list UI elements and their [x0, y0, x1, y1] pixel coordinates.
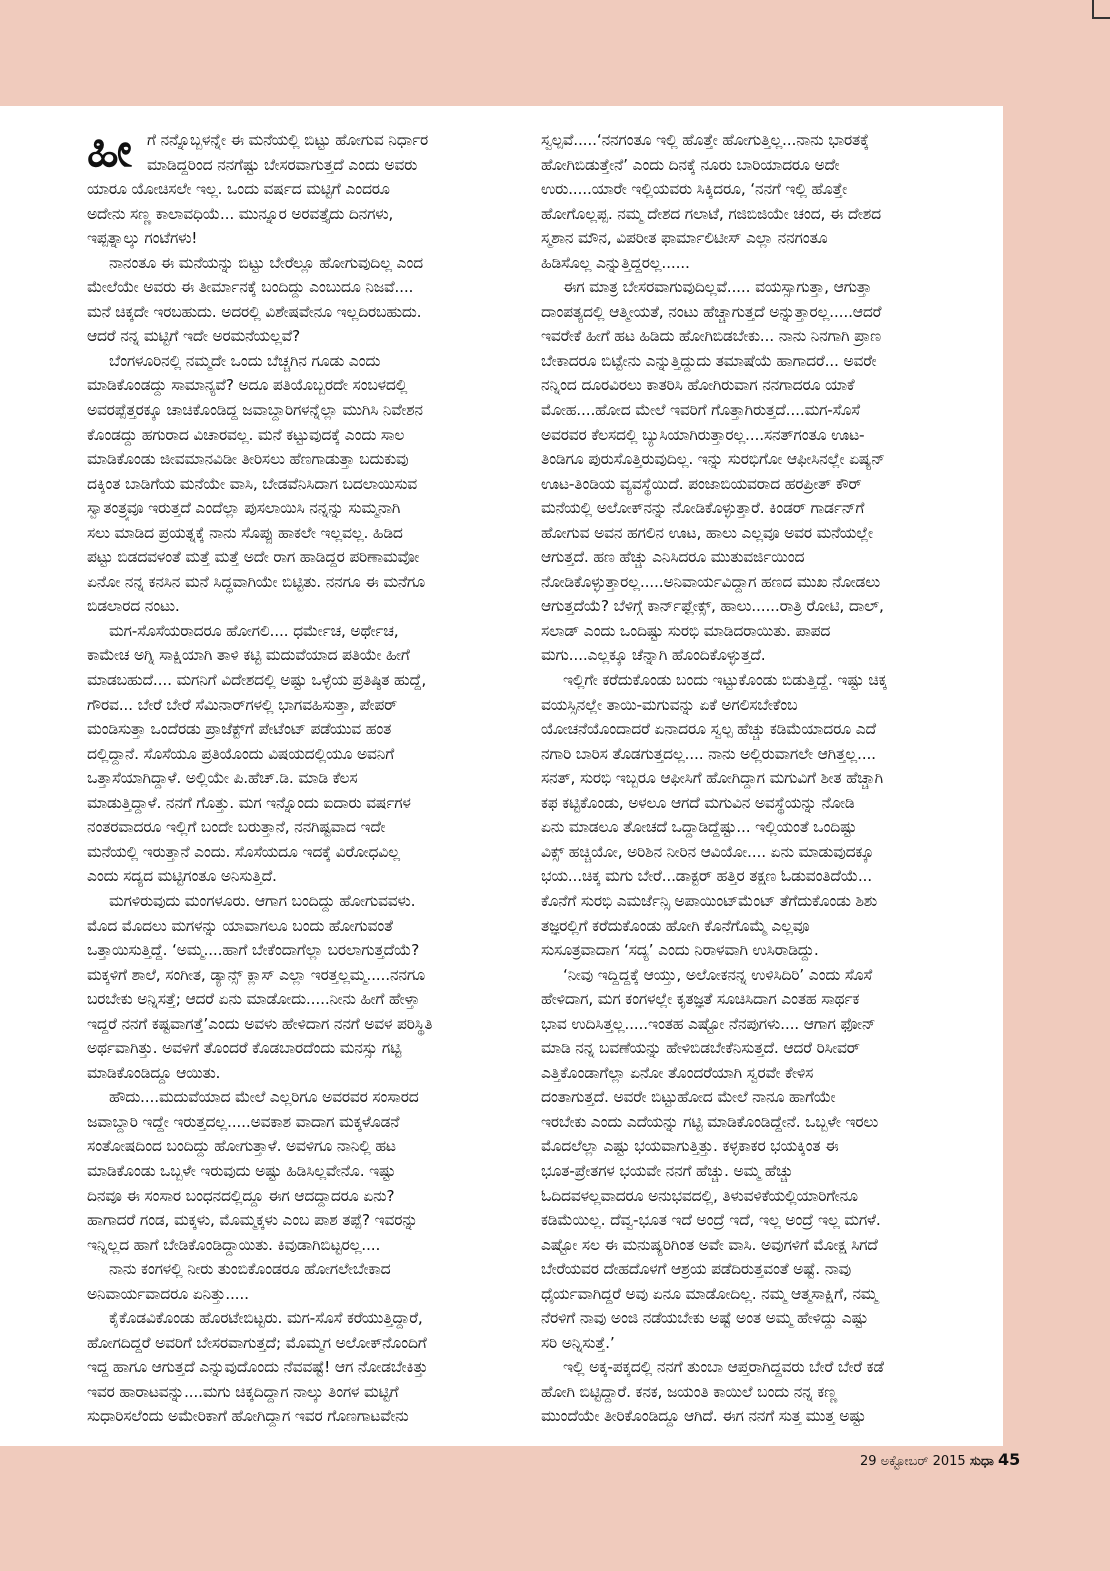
text-line: ತಿಂಡಿಗೂ ಪುರುಸೊತ್ತಿರುವುದಿಲ್ಲ. ಇನ್ನು ಸುರಭಿಗೋ ಆಫೀಸಿನಲ್ಲೇ ಏಷ್ಯನ್ — [541, 450, 885, 469]
text-line: ಇವರ ಹಾರಾಟವನ್ನು....ಮಗು ಚಿಕ್ಕದಿದ್ದಾಗ ನಾಲ್ಕು ತಿಂಗಳ ಮಟ್ಟಿಗೆ — [87, 1382, 399, 1401]
text-line: ಸನತ್, ಸುರಭಿ ಇಬ್ಬರೂ ಆಫೀಸಿಗೆ ಹೋಗಿದ್ದಾಗ ಮಗುವಿಗೆ ಶೀತ ಹೆಚ್ಚಾಗಿ — [541, 769, 883, 788]
text-line: ತಜ್ಞರಲ್ಲಿಗೆ ಕರೆದುಕೊಂಡು ಹೋಗಿ ಕೊನೆಗೊಮ್ಮೆ ಎಲ್ಲವೂ — [541, 916, 810, 935]
text-line: ಮಾಡುತ್ತಿದ್ದಾಳೆ. ನನಗೆ ಗೊತ್ತು. ಮಗ ಇನ್ನೊಂದು ಐದಾರು ವರ್ಷಗಳ — [87, 793, 411, 812]
text-line: ಹೇಳಿದಾಗ, ಮಗ ಕಂಗಳಲ್ಲೇ ಕೃತಜ್ಞತೆ ಸೂಚಿಸಿದಾಗ ಎಂತಹ ಸಾರ್ಥಕ — [541, 990, 860, 1009]
text-line: ಹಿಡಿಸೊಲ್ಲ ಎನ್ನುತ್ತಿದ್ದರಲ್ಲ...... — [541, 253, 690, 272]
crop-mark-horizontal — [1092, 17, 1110, 19]
text-line: ಏನು ಮಾಡಲೂ ತೋಚದೆ ಒದ್ದಾಡಿದ್ದೆಷ್ಟು... ಇಲ್ಲಿಯಂತೆ ಒಂದಿಷ್ಟು — [541, 818, 857, 837]
text-line: ಹೋಗಿ ಬಿಟ್ಟಿದ್ದಾರೆ. ಕನಕ, ಜಯಂತಿ ಕಾಯಿಲೆ ಬಂದು ನನ್ನ ಕಣ್ಣ — [541, 1382, 838, 1401]
text-line: ಅರ್ಥವಾಗಿತ್ತು. ಅವಳಿಗೆ ತೊಂದರೆ ಕೊಡಬಾರದೆಂದು ಮನಸ್ಸು ಗಟ್ಟಿ — [87, 1039, 402, 1058]
text-line: ಮಗ-ಸೊಸೆಯರಾದರೂ ಹೋಗಲಿ.... ಧರ್ಮೇಚ, ಅರ್ಥೇಚ, — [109, 621, 399, 640]
text-line: ಇಪ್ಪತ್ನಾಲ್ಕು ಗಂಟೆಗಳು! — [87, 229, 198, 248]
text-line: ಸ್ವಾತಂತ್ರ್ಯವೂ ಇರುತ್ತದೆ ಎಂದೆಲ್ಲಾ ಪುಸಲಾಯಿಸಿ ನನ್ನನ್ನು ಸುಮ್ಮನಾಗಿ — [87, 499, 401, 518]
text-line: ಇನ್ನಿಲ್ಲದ ಹಾಗೆ ಬೇಡಿಕೊಂಡಿದ್ದಾಯಿತು. ಕಿವುಡಾಗಿಬಿಟ್ಟರಲ್ಲ.... — [87, 1235, 381, 1254]
text-line: ದಕ್ಕಿಂತ ಬಾಡಿಗೆಯ ಮನೆಯೇ ವಾಸಿ, ಬೇಡವೆನಿಸಿದಾಗ ಬದಲಾಯಿಸುವ — [87, 474, 418, 493]
text-line: ಸುಧಾರಿಸಲೆಂದು ಅಮೇರಿಕಾಗೆ ಹೋಗಿದ್ದಾಗ ಇವರ ಗೊಣಗಾಟವೇನು — [87, 1407, 409, 1426]
text-line: ಭಾವ ಉದಿಸಿತ್ತಲ್ಲ.....ಇಂತಹ ಎಷ್ಟೋ ನೆನಪುಗಳು.... ಆಗಾಗ ಫೋನ್ — [541, 1014, 876, 1033]
left-column — [87, 123, 531, 1429]
text-line: ಕಾಮೇಚ ಅಗ್ನಿ ಸಾಕ್ಷಿಯಾಗಿ ತಾಳಿ ಕಟ್ಟಿ ಮದುವೆಯಾದ ಪತಿಯೇ ಹೀಗೆ — [87, 646, 410, 665]
text-line: ಮನೆಯಲ್ಲಿ ಇರುತ್ತಾನೆ ಎಂದು. ಸೊಸೆಯದೂ ಇದಕ್ಕೆ ವಿರೋಧವಿಲ್ಲ — [87, 842, 400, 861]
text-line: ಅವರವರ ಕೆಲಸದಲ್ಲಿ ಬ್ಯುಸಿಯಾಗಿರುತ್ತಾರಲ್ಲ....ಸನತ್‌ಗಂತೂ ಊಟ- — [541, 425, 865, 444]
text-line: ಸ್ಮಶಾನ ಮೌನ, ವಿಪರೀತ ಫಾರ್ಮಾಲಿಟೀಸ್ ಎಲ್ಲಾ ನನಗಂತೂ — [541, 229, 828, 248]
text-line: ಆಗುತ್ತದೆಯೆ? ಬೆಳಿಗ್ಗೆ ಕಾರ್ನ್‌ಫ್ಲೇಕ್ಸ್, ಹಾಲು......ರಾತ್ರಿ ರೋಟಿ, ದಾಲ್, — [541, 597, 884, 616]
text-line: ಬಿಡಲಾರದ ನಂಟು. — [87, 597, 180, 616]
text-line: ಮಾಡಿಕೊಂಡದ್ದು ಸಾಮಾನ್ಯವೆ? ಅದೂ ಪತಿಯೊಬ್ಬರದೇ ಸಂಬಳದಲ್ಲಿ — [87, 376, 408, 395]
text-line: ಮಾಡಿದ್ದರಿಂದ ನನಗೆಷ್ಟು ಬೇಸರವಾಗುತ್ತದೆ ಎಂದು ಅವರು — [147, 155, 418, 174]
footer-page-number: 45 — [998, 1450, 1021, 1469]
text-line: ಹಾಗಾದರೆ ಗಂಡ, ಮಕ್ಕಳು, ಮೊಮ್ಮಕ್ಕಳು ಎಂಬ ಪಾಶ ತಪ್ಪೆ? ಇವರನ್ನು — [87, 1211, 418, 1230]
text-line: ನಗಾರಿ ಬಾರಿಸ ತೊಡಗುತ್ತದಲ್ಲ.... ನಾನು ಅಲ್ಲಿರುವಾಗಲೇ ಆಗಿತ್ತಲ್ಲ.... — [541, 744, 876, 763]
text-line: ಮಂಡಿಸುತ್ತಾ ಒಂದೆರಡು ಪ್ರಾಜೆಕ್ಟ್‌ಗೆ ಪೇಟೆಂಟ್ ಪಡೆಯುವ ಹಂತ — [87, 720, 392, 739]
text-line: ಸಲು ಮಾಡಿದ ಪ್ರಯತ್ನಕ್ಕೆ ನಾನು ಸೊಪ್ಪು ಹಾಕಲೇ ಇಲ್ಲವಲ್ಲ. ಹಿಡಿದ — [87, 523, 403, 542]
text-line: ಓದಿದವಳಲ್ಲವಾದರೂ ಅನುಭವದಲ್ಲಿ, ತಿಳುವಳಿಕೆಯಲ್ಲಿಯಾರಿಗೇನೂ — [541, 1186, 858, 1205]
text-line: ಸಂತೋಷದಿಂದ ಬಂದಿದ್ದು ಹೋಗುತ್ತಾಳೆ. ಅವಳಿಗೂ ನಾನಿಲ್ಲಿ ಹಟ — [87, 1137, 396, 1156]
text-line: ಒತ್ತಾಸೆಯಾಗಿದ್ದಾಳೆ. ಅಲ್ಲಿಯೇ ಪಿ.ಹೆಚ್.ಡಿ. ಮಾಡಿ ಕೆಲಸ — [87, 769, 358, 788]
text-line: ಮಾಡಿಕೊಂಡಿದ್ದೂ ಆಯಿತು. — [87, 1063, 221, 1082]
text-line: ಸರಿ ಅನ್ನಿಸುತ್ತೆ.’ — [541, 1333, 615, 1352]
text-line: ಇದ್ದ ಹಾಗೂ ಆಗುತ್ತದೆ ಎನ್ನುವುದೊಂದು ನೆವವಷ್ಟೆ! ಆಗ ನೋಡಬೇಕಿತ್ತು — [87, 1358, 428, 1377]
text-line: ಉರು.....ಯಾರೇ ಇಲ್ಲಿಯವರು ಸಿಕ್ಕಿದರೂ, ‘ನನಗೆ ಇಲ್ಲಿ ಹೊತ್ತೇ — [541, 180, 847, 199]
text-line: ನಾನಂತೂ ಈ ಮನೆಯನ್ನು ಬಿಟ್ಟು ಬೇರೆಲ್ಲೂ ಹೋಗುವುದಿಲ್ಲ ಎಂದ — [109, 253, 423, 272]
text-line: ಎತ್ತಿಕೊಂಡಾಗೆಲ್ಲಾ ಏನೋ ತೊಂದರೆಯಾಗಿ ಸ್ವರವೇ ಕೇಳಿಸ — [541, 1063, 814, 1082]
text-line: ಗೌರವ... ಬೇರೆ ಬೇರೆ ಸೆಮಿನಾರ್‌ಗಳಲ್ಲಿ ಭಾಗವಹಿಸುತ್ತಾ, ಪೇಪರ್ — [87, 695, 398, 714]
text-line: ಮಾಡಿಕೊಂಡು ಒಬ್ಬಳೇ ಇರುವುದು ಅಷ್ಟು ಹಿಡಿಸಿಲ್ಲವೇನೊ. ಇಷ್ಟು — [87, 1161, 396, 1180]
footer-magazine-name: ಸುಧಾ — [969, 1454, 994, 1469]
text-line: ಆಗುತ್ತದೆ. ಹಣ ಹೆಚ್ಚು ಎನಿಸಿದರೂ ಮುತುವರ್ಜಿಯಿಂದ — [541, 548, 805, 567]
text-line: ಇಲ್ಲಿಗೇ ಕರೆದುಕೊಂಡು ಬಂದು ಇಟ್ಟುಕೊಂಡು ಬಿಡುತ್ತಿದ್ದೆ. ಇಷ್ಟು ಚಿಕ್ಕ — [563, 671, 887, 690]
text-line: ಕಫ ಕಟ್ಟಿಕೊಂಡು, ಅಳಲೂ ಆಗದೆ ಮಗುವಿನ ಅವಸ್ಥೆಯನ್ನು ನೋಡಿ — [541, 793, 855, 812]
text-line: ಈಗ ಮಾತ್ರ ಬೇಸರವಾಗುವುದಿಲ್ಲವೆ..... ವಯಸ್ಸಾಗುತ್ತಾ, ಆಗುತ್ತಾ — [563, 278, 872, 297]
text-line: ‘ನೀವು ಇದ್ದಿದ್ದಕ್ಕೆ ಆಯ್ತು, ಅಲೋಕನನ್ನ ಉಳಿಸಿದಿರಿ’ ಎಂದು ಸೊಸೆ — [563, 965, 873, 984]
text-line: ಮೋಹ....ಹೋದ ಮೇಲೆ ಇವರಿಗೆ ಗೊತ್ತಾಗಿರುತ್ತದೆ....ಮಗ-ಸೊಸೆ — [541, 401, 860, 420]
text-line: ಊಟ-ತಿಂಡಿಯ ವ್ಯವಸ್ಥೆಯಿದೆ. ಪಂಜಾಬಿಯವರಾದ ಹರಪ್ರೀತ್ ಕೌರ್ — [541, 474, 862, 493]
text-line: ಅವರಪ್ಪೆತ್ತರಕ್ಕೂ ಚಾಚಿಕೊಂಡಿದ್ದ ಜವಾಬ್ದಾರಿಗಳನ್ನೆಲ್ಲಾ ಮುಗಿಸಿ ನಿವೇಶನ — [87, 401, 423, 420]
text-line: ಇರಬೇಕು ಎಂದು ಎದೆಯನ್ನು ಗಟ್ಟಿ ಮಾಡಿಕೊಂಡಿದ್ದೇನೆ. ಒಬ್ಬಳೇ ಇರಲು — [541, 1112, 879, 1131]
text-line: ದಾಂಪತ್ಯದಲ್ಲಿ ಆತ್ಮೀಯತೆ, ನಂಟು ಹೆಚ್ಚಾಗುತ್ತದೆ ಅನ್ನುತ್ತಾರಲ್ಲ.....ಆದರೆ — [541, 302, 882, 321]
text-line: ಕೊನೆಗೆ ಸುರಭಿ ಎಮರ್ಜೆನ್ಸಿ ಅಪಾಯಿಂಟ್‌ಮೆಂಟ್ ತೆಗೆದುಕೊಂಡು ಶಿಶು — [541, 891, 877, 910]
text-line: ಇಲ್ಲಿ ಅಕ್ಕ-ಪಕ್ಕದಲ್ಲಿ ನನಗೆ ತುಂಬಾ ಆಪ್ತರಾಗಿದ್ದವರು ಬೇರೆ ಬೇರೆ ಕಡೆ — [563, 1358, 884, 1377]
text-line: ಕೈಕೊಡವಿಕೊಂಡು ಹೊರಟೇಬಿಟ್ಟರು. ಮಗ-ಸೊಸೆ ಕರೆಯುತ್ತಿದ್ದಾರೆ, — [109, 1309, 423, 1328]
drop-cap: ಹೀ — [87, 123, 132, 177]
footer-date: 29 ಅಕ್ಟೋಬರ್ 2015 — [860, 1454, 966, 1469]
text-line: ಮಕ್ಕಳಿಗೆ ಶಾಲೆ, ಸಂಗೀತ, ಡ್ಯಾನ್ಸ್ ಕ್ಲಾಸ್ ಎಲ್ಲಾ ಇರತ್ತಲ್ಲಮ್ಮ.....ನನಗೂ — [87, 965, 425, 984]
text-line: ಒತ್ತಾಯಿಸುತ್ತಿದ್ದೆ. ‘ಅಮ್ಮ....ಹಾಗೆ ಬೇಕೆಂದಾಗೆಲ್ಲಾ ಬರಲಾಗುತ್ತದೆಯೆ? — [87, 941, 420, 960]
text-line: ಮನೆ ಚಿಕ್ಕದೇ ಇರಬಹುದು. ಅದರಲ್ಲಿ ವಿಶೇಷವೇನೂ ಇಲ್ಲದಿರಬಹುದು. — [87, 302, 422, 321]
text-line: ಮೊದಲೆಲ್ಲಾ ಎಷ್ಟು ಭಯವಾಗುತ್ತಿತ್ತು. ಕಳ್ಳಕಾಕರ ಭಯಕ್ಕಿಂತ ಈ — [541, 1137, 839, 1156]
text-line: ಎಷ್ಟೋ ಸಲ ಈ ಮನುಷ್ಯರಿಗಿಂತ ಅವೇ ವಾಸಿ. ಅವುಗಳಿಗೆ ಮೋಕ್ಷ ಸಿಗದೆ — [541, 1235, 878, 1254]
page-footer — [860, 1450, 1040, 1472]
text-line: ಭಯ...ಚಿಕ್ಕ ಮಗು ಬೇರೆ...ಡಾಕ್ಟರ್ ಹತ್ತಿರ ತಕ್ಷಣ ಓಡುವಂತಿದೆಯೆ... — [541, 867, 873, 886]
text-line: ಕಡಿಮೆಯಿಲ್ಲ. ದೆವ್ವ-ಭೂತ ಇದೆ ಅಂದ್ರೆ ಇದೆ, ಇಲ್ಲ ಅಂದ್ರೆ ಇಲ್ಲ ಮಗಳೆ. — [541, 1211, 881, 1230]
text-line: ಅನಿವಾರ್ಯವಾದರೂ ಏನಿತ್ತು..... — [87, 1284, 249, 1303]
text-line: ಮಗು....ಎಲ್ಲಕ್ಕೂ ಚೆನ್ನಾಗಿ ಹೊಂದಿಕೊಳ್ಳುತ್ತದೆ. — [541, 646, 766, 665]
text-line: ನನ್ನಿಂದ ದೂರವಿರಲು ಕಾತರಿಸಿ ಹೋಗಿರುವಾಗ ನನಗಾದರೂ ಯಾಕೆ — [541, 376, 855, 395]
text-line: ಕೊಂಡದ್ದು ಹಗುರಾದ ವಿಚಾರವಲ್ಲ. ಮನೆ ಕಟ್ಟುವುದಕ್ಕೆ ಎಂದು ಸಾಲ — [87, 425, 405, 444]
text-line: ಸಲಾಡ್ ಎಂದು ಒಂದಿಷ್ಟು ಸುರಭಿ ಮಾಡಿದರಾಯಿತು. ಪಾಪದ — [541, 621, 831, 640]
crop-mark-vertical — [1092, 0, 1094, 18]
text-line: ಬರಬೇಕು ಅನ್ನಿಸತ್ತೆ; ಆದರೆ ಏನು ಮಾಡೋದು.....ನೀನು ಹೀಗೆ ಹೇಳ್ತಾ — [87, 990, 420, 1009]
text-line: ಬೇಕಾದರೂ ಬಿಟ್ಟೇನು ಎನ್ನುತ್ತಿದ್ದುದು ತಮಾಷೆಯೆ ಹಾಗಾದರೆ... ಅವರೇ — [541, 351, 877, 370]
text-line: ಇವರೇಕೆ ಹೀಗೆ ಹಟ ಹಿಡಿದು ಹೋಗಿಬಿಡಬೇಕು... ನಾನು ನಿನಗಾಗಿ ಪ್ರಾಣ — [541, 327, 881, 346]
text-line: ಮಾಡಿಕೊಂಡು ಜೀವಮಾನವಿಡೀ ತೀರಿಸಲು ಹೆಣಗಾಡುತ್ತಾ ಬದುಕುವು — [87, 450, 409, 469]
text-line: ಹೋಗುವ ಅವನ ಹಗಲಿನ ಊಟ, ಹಾಲು ಎಲ್ಲವೂ ಅವರ ಮನೆಯಲ್ಲೇ — [541, 523, 873, 542]
text-line: ನೋಡಿಕೊಳ್ಳುತ್ತಾರಲ್ಲ.....ಅನಿವಾರ್ಯವಿದ್ದಾಗ ಹಣದ ಮುಖ ನೋಡಲು — [541, 572, 880, 591]
text-line: ಅದೇನು ಸಣ್ಣ ಕಾಲಾವಧಿಯೆ... ಮುನ್ನೂರ ಅರವತ್ತೈದು ದಿನಗಳು, — [87, 204, 394, 223]
text-line: ಮನೆಯಲ್ಲಿ ಅಲೋಕ್‌ನನ್ನು ನೋಡಿಕೊಳ್ಳುತ್ತಾರೆ. ಕಿಂಡರ್ ಗಾರ್ಡನ್‌ಗೆ — [541, 499, 865, 518]
text-line: ಎಂದು ಸದ್ಯದ ಮಟ್ಟಿಗಂತೂ ಅನಿಸುತ್ತಿದೆ. — [87, 867, 277, 886]
text-line: ಮಾಡಿ ನನ್ನ ಬವಣೆಯನ್ನು ಹೇಳಿಬಿಡಬೇಕೆನಿಸುತ್ತದೆ. ಆದರೆ ರಿಸೀವರ್ — [541, 1039, 860, 1058]
text-line: ಬೇರೆಯವರ ದೇಹದೊಳಗೆ ಆಶ್ರಯ ಪಡೆದಿರುತ್ತವಂತೆ ಅಷ್ಟೆ. ನಾವು — [541, 1260, 852, 1279]
text-line: ಏನೋ ನನ್ನ ಕನಸಿನ ಮನೆ ಸಿದ್ಧವಾಗಿಯೇ ಬಿಟ್ಟಿತು. ನನಗೂ ಈ ಮನೆಗೂ — [87, 572, 425, 591]
right-column — [541, 128, 985, 1429]
text-line: ಸ್ವಲ್ಪವೆ.....‘ನನಗಂತೂ ಇಲ್ಲಿ ಹೊತ್ತೇ ಹೋಗುತ್ತಿಲ್ಲ...ನಾನು ಭಾರತಕ್ಕೆ — [541, 131, 869, 149]
text-line: ಜವಾಬ್ದಾರಿ ಇದ್ದೇ ಇರುತ್ತದಲ್ಲ.....ಅವಕಾಶ ವಾದಾಗ ಮಕ್ಕಳೊಡನೆ — [87, 1112, 400, 1131]
text-line: ಪಟ್ಟು ಬಿಡದವಳಂತೆ ಮತ್ತೆ ಮತ್ತೆ ಅದೇ ರಾಗ ಹಾಡಿದ್ದರ ಪರಿಣಾಮವೋ — [87, 548, 420, 567]
right-column-lines — [541, 128, 985, 1429]
text-line: ವಿಕ್ಸ್ ಹಚ್ಚಿಯೋ, ಅರಿಶಿನ ನೀರಿನ ಆವಿಯೋ.... ಏನು ಮಾಡುವುದಕ್ಕೂ — [541, 842, 874, 861]
text-line: ನಾನು ಕಂಗಳಲ್ಲಿ ನೀರು ತುಂಬಿಕೊಂಡರೂ ಹೋಗಲೇಬೇಕಾದ — [109, 1260, 391, 1279]
text-line: ಇದ್ದರೆ ನನಗೆ ಕಷ್ಟವಾಗತ್ತೆ’ಎಂದು ಅವಳು ಹೇಳಿದಾಗ ನನಗೆ ಅವಳ ಪರಿಸ್ಥಿತಿ — [87, 1014, 433, 1033]
text-line: ಸುಸೂತ್ರವಾದಾಗ ‘ಸದ್ಯ’ ಎಂದು ನಿರಾಳವಾಗಿ ಉಸಿರಾಡಿದ್ದು. — [541, 941, 819, 960]
text-line: ಹೌದು....ಮದುವೆಯಾದ ಮೇಲೆ ಎಲ್ಲರಿಗೂ ಅವರವರ ಸಂಸಾರದ — [109, 1088, 419, 1107]
text-line: ಮುಂದೆಯೇ ತೀರಿಕೊಂಡಿದ್ದೂ ಆಗಿದೆ. ಈಗ ನನಗೆ ಸುತ್ತ ಮುತ್ತ ಅಷ್ಟು — [541, 1407, 866, 1426]
text-line: ದಂತಾಗುತ್ತದೆ. ಅವರೇ ಬಿಟ್ಟುಹೋದ ಮೇಲೆ ನಾನೂ ಹಾಗೆಯೇ — [541, 1088, 836, 1107]
text-line: ವಯಸ್ಸಿನಲ್ಲೇ ತಾಯಿ-ಮಗುವನ್ನು ಏಕೆ ಅಗಲಿಸಬೇಕೆಂಬ — [541, 695, 798, 714]
text-line: ಗೆ ನನ್ನೊಬ್ಬಳನ್ನೇ ಈ ಮನೆಯಲ್ಲಿ ಬಿಟ್ಟು ಹೋಗುವ ನಿರ್ಧಾರ — [147, 131, 429, 149]
text-line: ಮೊದ ಮೊದಲು ಮಗಳನ್ನು ಯಾವಾಗಲೂ ಬಂದು ಹೋಗುವಂತೆ — [87, 916, 393, 935]
text-line: ನೆರಳಿಗೆ ನಾವು ಅಂಜಿ ನಡೆಯಬೇಕು ಅಷ್ಟೆ ಅಂತ ಅಮ್ಮ ಹೇಳಿದ್ದು ಎಷ್ಟು — [541, 1309, 868, 1328]
text-line: ಆದರೆ ನನ್ನ ಮಟ್ಟಿಗೆ ಇದೇ ಅರಮನೆಯಲ್ಲವೆ? — [87, 327, 301, 346]
text-line: ಯೋಚನೆಯೊಂದಾದರೆ ಏನಾದರೂ ಸ್ವಲ್ಪ ಹೆಚ್ಚು ಕಡಿಮೆಯಾದರೂ ಎದೆ — [541, 720, 876, 739]
text-line: ಹೋಗದಿದ್ದರೆ ಅವರಿಗೆ ಬೇಸರವಾಗುತ್ತದೆ; ಮೊಮ್ಮಗ ಅಲೋಕ್‌ನೊಂದಿಗೆ — [87, 1333, 427, 1352]
text-line: ಬೆಂಗಳೂರಿನಲ್ಲಿ ನಮ್ಮದೇ ಒಂದು ಬೆಚ್ಚಗಿನ ಗೂಡು ಎಂದು — [109, 351, 381, 370]
text-line: ಧೈರ್ಯವಾಗಿದ್ದರೆ ಅವು ಏನೂ ಮಾಡೋದಿಲ್ಲ. ನಮ್ಮ ಆತ್ಮಸಾಕ್ಷಿಗೆ, ನಮ್ಮ — [541, 1284, 878, 1303]
text-line: ಹೋಗಿಬಿಡುತ್ತೇನೆ’ ಎಂದು ದಿನಕ್ಕೆ ನೂರು ಬಾರಿಯಾದರೂ ಅದೇ — [541, 155, 840, 174]
article-panel — [0, 106, 1003, 1446]
text-line: ದಿನವೂ ಈ ಸಂಸಾರ ಬಂಧನದಲ್ಲಿದ್ದೂ ಈಗ ಆದದ್ದಾದರೂ ಏನು? — [87, 1186, 395, 1205]
text-line: ಮಾಡಬಹುದೆ.... ಮಗನಿಗೆ ವಿದೇಶದಲ್ಲಿ ಅಷ್ಟು ಒಳ್ಳೆಯ ಪ್ರತಿಷ್ಠಿತ ಹುದ್ದೆ, — [87, 671, 427, 690]
left-column-lines — [87, 128, 531, 1429]
text-line: ಭೂತ-ಪ್ರೇತಗಳ ಭಯವೇ ನನಗೆ ಹೆಚ್ಚು. ಅಮ್ಮ ಹೆಚ್ಚು — [541, 1161, 793, 1180]
text-line: ದಲ್ಲಿದ್ದಾನೆ. ಸೊಸೆಯೂ ಪ್ರತಿಯೊಂದು ವಿಷಯದಲ್ಲಿಯೂ ಅವನಿಗೆ — [87, 744, 395, 763]
text-line: ನಂತರವಾದರೂ ಇಲ್ಲಿಗೆ ಬಂದೇ ಬರುತ್ತಾನೆ, ನನಗಿಷ್ಟವಾದ ಇದೇ — [87, 818, 386, 837]
text-line: ಮೇಲೆಯೇ ಅವರು ಈ ತೀರ್ಮಾನಕ್ಕೆ ಬಂದಿದ್ದು ಎಂಬುದೂ ನಿಜವೆ.... — [87, 278, 414, 297]
text-line: ಮಗಳಿರುವುದು ಮಂಗಳೂರು. ಆಗಾಗ ಬಂದಿದ್ದು ಹೋಗುವವಳು. — [109, 891, 416, 910]
text-line: ಹೋಗೊಲ್ಲಪ್ಪ. ನಮ್ಮ ದೇಶದ ಗಲಾಟೆ, ಗಜಿಬಿಜಿಯೇ ಚಂದ, ಈ ದೇಶದ — [541, 204, 881, 223]
text-line: ಯಾರೂ ಯೋಚಿಸಲೇ ಇಲ್ಲ. ಒಂದು ವರ್ಷದ ಮಟ್ಟಿಗೆ ಎಂದರೂ — [87, 180, 390, 199]
